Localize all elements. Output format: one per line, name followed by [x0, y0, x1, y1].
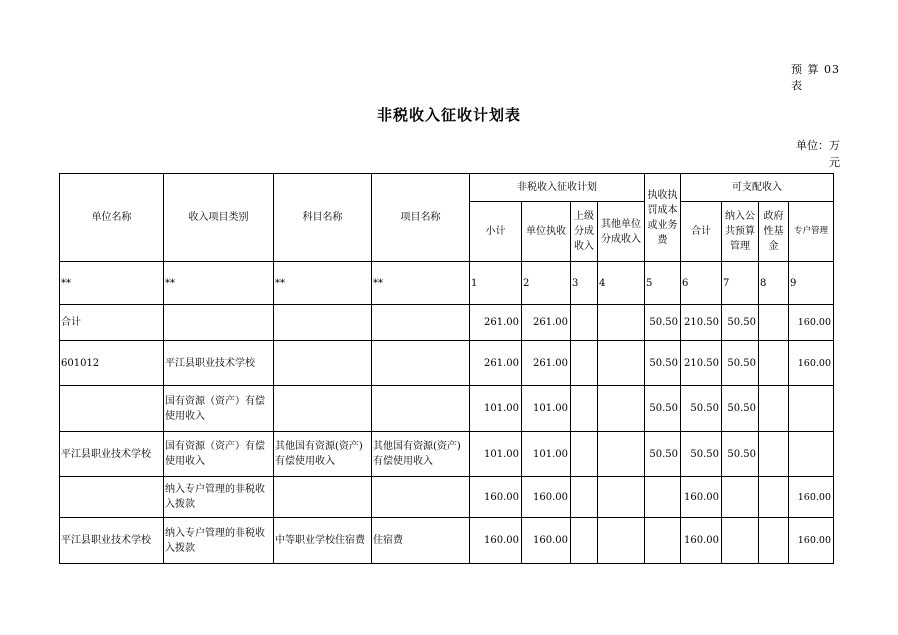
cell-item: 其他国有资源(资产)有偿使用收入	[372, 432, 470, 477]
col-header-subtotal: 小计	[470, 202, 522, 262]
cell-upper-share	[571, 432, 598, 477]
cell-unit-enforce: 160.00	[522, 477, 571, 518]
cell-subtotal: 261.00	[470, 305, 522, 341]
col-header-unit-enforce: 单位执收	[522, 202, 571, 262]
cell-gov-fund	[759, 305, 789, 341]
cell-subject	[274, 477, 372, 518]
cell-unit	[60, 386, 164, 432]
cell-gov-fund	[759, 432, 789, 477]
col-header-gov-fund: 政府性基金	[759, 202, 789, 262]
cell-gov-fund	[759, 341, 789, 386]
col-header-enforce-cost: 执收执罚成本或业务费	[645, 174, 681, 262]
cell-other-share	[598, 477, 645, 518]
cell-enforce-cost	[645, 477, 681, 518]
col-header-income-category: 收入项目类别	[164, 174, 274, 262]
cell-category: 国有资源（资产）有偿使用收入	[164, 432, 274, 477]
cell-gov-fund	[759, 477, 789, 518]
cell-gov-fund	[759, 518, 789, 564]
cell-public-budget: 50.50	[722, 305, 759, 341]
cell-total: 160.00	[681, 477, 722, 518]
col-header-item-name: 项目名称	[372, 174, 470, 262]
col-header-special-account: 专户管理	[789, 202, 834, 262]
cell-enforce-cost: 50.50	[645, 386, 681, 432]
cell-total: 160.00	[681, 518, 722, 564]
index-cell: 4	[598, 262, 645, 305]
table-row	[60, 305, 834, 341]
cell-unit: 601012	[60, 341, 164, 386]
cell-unit-enforce: 101.00	[522, 432, 571, 477]
budget-table	[59, 173, 834, 564]
cell-upper-share	[571, 386, 598, 432]
page-title: 非税收入征收计划表	[376, 106, 521, 124]
cell-category: 纳入专户管理的非税收入拨款	[164, 518, 274, 564]
cell-subject: 中等职业学校住宿费	[274, 518, 372, 564]
cell-public-budget: 50.50	[722, 341, 759, 386]
cell-item	[372, 386, 470, 432]
index-cell: **	[274, 262, 372, 305]
col-group-plan: 非税收入征收计划	[470, 174, 645, 202]
cell-special-account: 160.00	[789, 305, 834, 341]
cell-public-budget: 50.50	[722, 386, 759, 432]
index-cell: 3	[571, 262, 598, 305]
cell-special-account: 160.00	[789, 341, 834, 386]
cell-special-account: 160.00	[789, 477, 834, 518]
cell-enforce-cost: 50.50	[645, 305, 681, 341]
table-row	[60, 477, 834, 518]
cell-subtotal: 160.00	[470, 477, 522, 518]
cell-unit-enforce: 261.00	[522, 341, 571, 386]
cell-upper-share	[571, 341, 598, 386]
cell-subtotal: 101.00	[470, 386, 522, 432]
cell-special-account	[789, 386, 834, 432]
cell-enforce-cost	[645, 518, 681, 564]
cell-public-budget: 50.50	[722, 432, 759, 477]
index-cell: 7	[722, 262, 759, 305]
cell-category: 国有资源（资产）有偿使用收入	[164, 386, 274, 432]
cell-subtotal: 160.00	[470, 518, 522, 564]
unit-label: 单位：万元	[796, 139, 840, 169]
cell-total: 50.50	[681, 432, 722, 477]
col-header-total: 合计	[681, 202, 722, 262]
cell-special-account: 160.00	[789, 518, 834, 564]
index-cell: 1	[470, 262, 522, 305]
cell-category: 纳入专户管理的非税收入拨款	[164, 477, 274, 518]
cell-item	[372, 305, 470, 341]
cell-other-share	[598, 386, 645, 432]
cell-unit-enforce: 160.00	[522, 518, 571, 564]
col-group-disposable: 可支配收入	[681, 174, 834, 202]
cell-gov-fund	[759, 386, 789, 432]
cell-public-budget	[722, 518, 759, 564]
cell-upper-share	[571, 305, 598, 341]
cell-enforce-cost: 50.50	[645, 432, 681, 477]
cell-other-share	[598, 518, 645, 564]
cell-item	[372, 477, 470, 518]
table-row	[60, 518, 834, 564]
cell-special-account	[789, 432, 834, 477]
table-row	[60, 432, 834, 477]
col-header-upper-share: 上级分成收入	[571, 202, 598, 262]
col-header-unit-name: 单位名称	[60, 174, 164, 262]
cell-total: 50.50	[681, 386, 722, 432]
cell-category: 平江县职业技术学校	[164, 341, 274, 386]
cell-total: 210.50	[681, 341, 722, 386]
index-row	[60, 262, 834, 305]
cell-enforce-cost: 50.50	[645, 341, 681, 386]
cell-unit: 合计	[60, 305, 164, 341]
index-cell: **	[372, 262, 470, 305]
cell-total: 210.50	[681, 305, 722, 341]
index-cell: 9	[789, 262, 834, 305]
cell-unit: 平江县职业技术学校	[60, 518, 164, 564]
col-header-subject-name: 科目名称	[274, 174, 372, 262]
table-row	[60, 341, 834, 386]
index-cell: 6	[681, 262, 722, 305]
cell-upper-share	[571, 477, 598, 518]
cell-other-share	[598, 305, 645, 341]
cell-item	[372, 341, 470, 386]
index-cell: 2	[522, 262, 571, 305]
cell-other-share	[598, 432, 645, 477]
form-number: 预 算 03 表	[791, 63, 840, 92]
col-header-public-budget: 纳入公共预算管理	[722, 202, 759, 262]
cell-subtotal: 101.00	[470, 432, 522, 477]
cell-unit: 平江县职业技术学校	[60, 432, 164, 477]
table-row	[60, 386, 834, 432]
col-header-other-share: 其他单位分成收入	[598, 202, 645, 262]
index-cell: **	[60, 262, 164, 305]
cell-unit-enforce: 261.00	[522, 305, 571, 341]
index-cell: **	[164, 262, 274, 305]
cell-unit	[60, 477, 164, 518]
cell-item: 住宿费	[372, 518, 470, 564]
cell-subject: 其他国有资源(资产)有偿使用收入	[274, 432, 372, 477]
cell-subject	[274, 386, 372, 432]
index-cell: 5	[645, 262, 681, 305]
cell-subject	[274, 305, 372, 341]
index-cell: 8	[759, 262, 789, 305]
cell-subject	[274, 341, 372, 386]
cell-subtotal: 261.00	[470, 341, 522, 386]
cell-upper-share	[571, 518, 598, 564]
cell-category	[164, 305, 274, 341]
cell-other-share	[598, 341, 645, 386]
cell-public-budget	[722, 477, 759, 518]
cell-unit-enforce: 101.00	[522, 386, 571, 432]
